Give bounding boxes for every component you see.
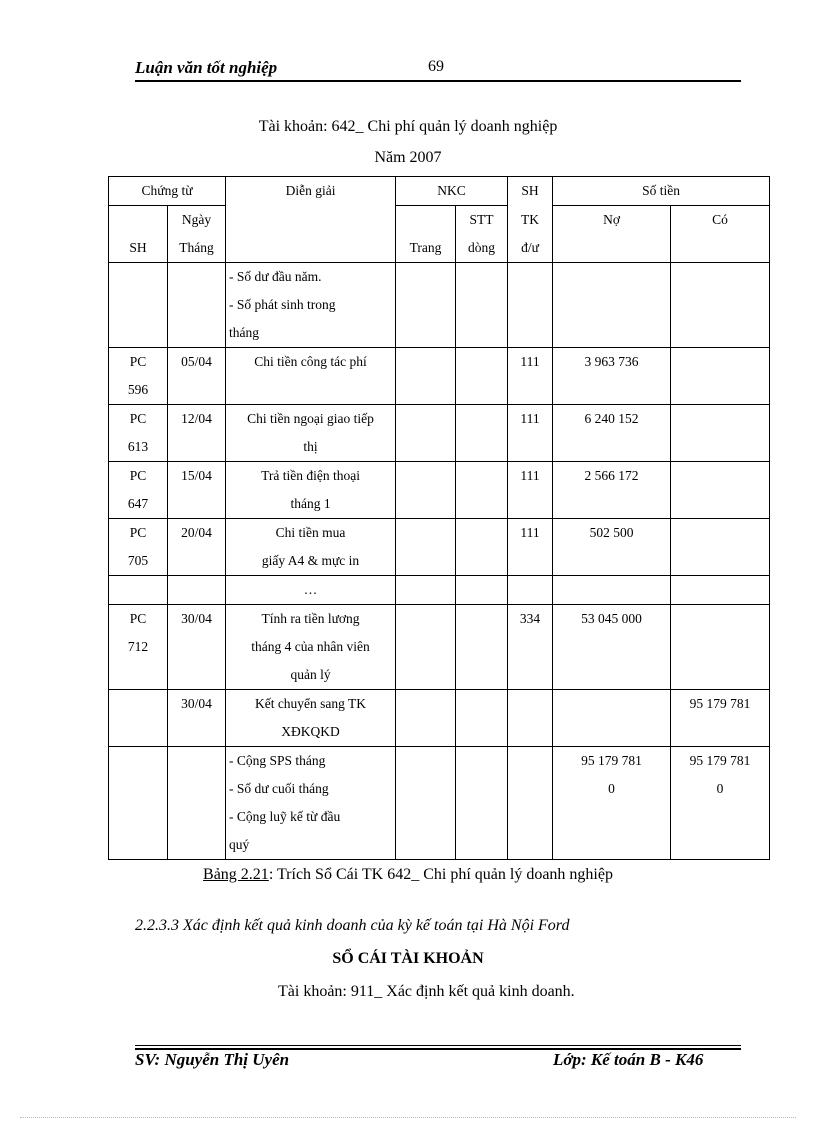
table-row (109, 263, 770, 348)
cell-co (671, 519, 770, 576)
cell-co (671, 263, 770, 348)
cell-diengiai-line: - Cộng luỹ kế từ đầu (229, 809, 341, 824)
col-diengiai: Diễn giải (226, 177, 396, 263)
cell-co-line: 0 (716, 781, 724, 796)
cell-trang (396, 690, 456, 747)
cell-no (553, 690, 671, 747)
cell-diengiai-line: Chi tiền ngoại giao tiếp (247, 411, 374, 426)
col-dong: dòng (456, 234, 508, 263)
table-row (109, 348, 770, 405)
cell-ngay: 30/04 (168, 605, 226, 690)
cell-diengiai-line: - Số dư cuối tháng (229, 781, 329, 796)
page-edge (20, 1117, 796, 1118)
cell-trang (396, 263, 456, 348)
cell-ngay: 30/04 (168, 690, 226, 747)
cell-stt (456, 690, 508, 747)
table-row (109, 690, 770, 747)
header-row-2 (109, 206, 770, 235)
cell-diengiai-line: XĐKQKD (281, 724, 340, 739)
cell-stt (456, 462, 508, 519)
cell-diengiai (226, 462, 396, 519)
cell-stt (456, 263, 508, 348)
cell-diengiai (226, 519, 396, 576)
cell-stt (456, 405, 508, 462)
cell-sh (109, 405, 168, 462)
cell-no (553, 263, 671, 348)
cell-sh (109, 690, 168, 747)
col-ngay: Ngày (168, 206, 226, 235)
table-row (109, 576, 770, 605)
cell-sh-line: 613 (127, 439, 149, 454)
table-row (109, 605, 770, 690)
col-co-blank (671, 234, 770, 263)
table-row (109, 747, 770, 860)
cell-sh (109, 462, 168, 519)
cell-no (553, 519, 671, 576)
cell-sh (109, 348, 168, 405)
cell-co (671, 348, 770, 405)
cell-stt (456, 519, 508, 576)
cell-no (553, 462, 671, 519)
section-heading: 2.2.3.3 Xác định kết quả kinh doanh của kỳ kế toán tại Hà Nội Ford (135, 917, 570, 934)
cell-co (671, 690, 770, 747)
cell-co (671, 462, 770, 519)
table-caption (0, 866, 816, 884)
footer-rule (135, 1045, 741, 1046)
col-thang: Tháng (168, 234, 226, 263)
cell-co (671, 605, 770, 690)
cell-ngay: 05/04 (168, 348, 226, 405)
col-chungtu: Chứng từ (109, 177, 226, 206)
cell-diengiai-line: - Cộng SPS tháng (229, 753, 326, 768)
cell-ngay: 15/04 (168, 462, 226, 519)
header-row-1 (109, 177, 770, 206)
caption-label: Bảng 2.21 (203, 866, 269, 883)
cell-tk (508, 690, 553, 747)
cell-ngay: 12/04 (168, 405, 226, 462)
cell-diengiai-line: - Số dư đầu năm. (229, 269, 322, 284)
col-tk: TK (508, 206, 553, 235)
cell-sh-line: PC (129, 611, 147, 626)
cell-no (553, 605, 671, 690)
cell-sh-line: 705 (127, 553, 149, 568)
table-row (109, 519, 770, 576)
caption-text: : Trích Sổ Cái TK 642_ Chi phí quản lý doanh nghiệp (268, 866, 613, 883)
table-row (109, 462, 770, 519)
cell-no-line: 53 045 000 (581, 611, 642, 626)
ledger-title: SỔ CÁI TÀI KHOẢN (332, 950, 484, 967)
footer-student: SV: Nguyễn Thị Uyên (135, 1050, 290, 1069)
cell-sh-line: 596 (127, 382, 149, 397)
cell-diengiai-line: tháng (229, 325, 260, 340)
col-no: Nợ (553, 206, 671, 235)
cell-sh (109, 519, 168, 576)
col-du: đ/ư (508, 234, 553, 263)
cell-diengiai-line: Trả tiền điện thoại (261, 468, 360, 483)
account-911: Tài khoản: 911_ Xác định kết quả kinh doanh. (278, 983, 575, 1000)
cell-tk: 111 (508, 519, 553, 576)
cell-trang (396, 576, 456, 605)
cell-no-line: 6 240 152 (584, 411, 639, 426)
header-rule (135, 80, 741, 82)
col-no-blank (553, 234, 671, 263)
col-sh: SH (109, 234, 168, 263)
table-row (109, 405, 770, 462)
col-nkc: NKC (396, 177, 508, 206)
cell-tk: 111 (508, 348, 553, 405)
cell-diengiai-line: Tính ra tiền lương (261, 611, 360, 626)
cell-diengiai-line: - Số phát sinh trong (229, 297, 336, 312)
cell-diengiai-line: tháng 4 của nhân viên (251, 639, 370, 654)
cell-no-line: 95 179 781 (581, 753, 642, 768)
cell-ngay (168, 747, 226, 860)
cell-tk (508, 576, 553, 605)
cell-no-line: 0 (608, 781, 615, 796)
cell-co-line: 95 179 781 (689, 753, 751, 768)
cell-no-line: 3 963 736 (584, 354, 639, 369)
cell-trang (396, 747, 456, 860)
cell-sh-line: 712 (127, 639, 149, 654)
cell-diengiai-line: Kết chuyển sang TK (254, 696, 367, 711)
cell-sh-line: 647 (127, 496, 149, 511)
cell-ngay (168, 263, 226, 348)
col-stt: STT (456, 206, 508, 235)
cell-no (553, 405, 671, 462)
cell-co (671, 405, 770, 462)
cell-sh (109, 747, 168, 860)
cell-no-line: 502 500 (589, 525, 634, 540)
cell-diengiai-line: Chi tiền mua (275, 525, 346, 540)
cell-trang (396, 462, 456, 519)
cell-ngay: 20/04 (168, 519, 226, 576)
cell-diengiai-line: quý (229, 837, 250, 852)
cell-stt (456, 605, 508, 690)
header-title: Luận văn tốt nghiệp (135, 58, 278, 77)
account-title-wrap (0, 118, 816, 136)
cell-trang (396, 519, 456, 576)
cell-sh-line: PC (129, 525, 147, 540)
cell-diengiai-line: giấy A4 & mực in (261, 553, 360, 568)
cell-co (671, 576, 770, 605)
cell-stt (456, 348, 508, 405)
cell-sh-line: PC (129, 354, 147, 369)
cell-diengiai (226, 690, 396, 747)
cell-trang (396, 605, 456, 690)
account-title: Tài khoản: 642_ Chi phí quản lý doanh nghiệp (258, 118, 558, 135)
cell-co-line: 95 179 781 (689, 696, 751, 711)
footer-class: Lớp: Kế toán B - K46 (553, 1050, 704, 1069)
cell-stt (456, 747, 508, 860)
cell-no (553, 348, 671, 405)
cell-diengiai (226, 348, 396, 405)
cell-diengiai (226, 605, 396, 690)
cell-diengiai-line: Chi tiền công tác phí (254, 354, 367, 369)
cell-trang (396, 348, 456, 405)
cell-diengiai-line: quản lý (290, 667, 331, 682)
col-sh-blank (109, 206, 168, 235)
cell-diengiai (226, 405, 396, 462)
cell-no (553, 747, 671, 860)
cell-diengiai (226, 747, 396, 860)
header-row-3 (109, 234, 770, 263)
cell-tk: 111 (508, 462, 553, 519)
col-trang: Trang (396, 234, 456, 263)
cell-sh-line: PC (129, 468, 147, 483)
cell-sh (109, 576, 168, 605)
year-label: Năm 2007 (374, 149, 442, 166)
col-sotien: Số tiền (553, 177, 770, 206)
cell-tk (508, 263, 553, 348)
cell-tk (508, 747, 553, 860)
cell-diengiai (226, 576, 396, 605)
cell-diengiai-line: … (303, 582, 318, 597)
cell-tk: 334 (508, 605, 553, 690)
cell-sh-line: PC (129, 411, 147, 426)
cell-sh (109, 605, 168, 690)
col-trang-blank (396, 206, 456, 235)
cell-co (671, 747, 770, 860)
col-co: Có (671, 206, 770, 235)
cell-stt (456, 576, 508, 605)
cell-diengiai (226, 263, 396, 348)
cell-tk: 111 (508, 405, 553, 462)
cell-diengiai-line: tháng 1 (290, 496, 331, 511)
cell-no (553, 576, 671, 605)
cell-diengiai-line: thị (303, 439, 318, 454)
ledger-table (108, 176, 770, 860)
cell-trang (396, 405, 456, 462)
cell-ngay (168, 576, 226, 605)
page-number: 69 (428, 58, 444, 75)
col-sh-tk: SH (508, 177, 553, 206)
cell-no-line: 2 566 172 (584, 468, 639, 483)
cell-sh (109, 263, 168, 348)
